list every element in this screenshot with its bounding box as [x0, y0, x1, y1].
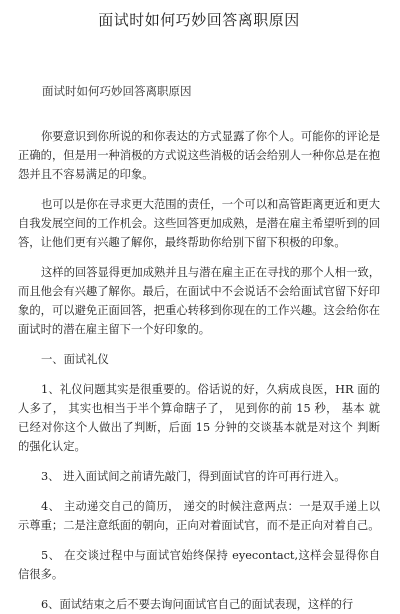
document-title: 面试时如何巧妙回答离职原因: [98, 11, 300, 29]
paragraph: 4、 主动递交自己的简历， 递交的时候注意两点：一是双手递上以示尊重；二是注意纸面的朝向，正向对着面试官，而不是正向对着自己。: [18, 500, 380, 532]
paragraph: 1、礼仪问题其实是很重要的。俗话说的好，久病成良医，HR 面的人多了， 其实也相当于半个算命瞎子了， 见到你的前 15 秒， 基本 就已经对你这个人做出了判断，后面 15 分钟的交谈基本就是对这个 判断的强化认定。: [18, 383, 380, 453]
paragraph: 3、 进入面试间之前请先敲门，得到面试官的许可再行进入。: [41, 470, 346, 483]
paragraph: 6、面试结束之后不要去询问面试官自己的面试表现，这样的行: [41, 598, 354, 611]
paragraph: 这样的回答显得更加成熟并且与潜在雇主正在寻找的那个人相一致，而且他会有兴趣了解你。最后，在面试中不会说话不会给面试官留下好印象的，可以避免正面回答，把重心转移到你现在的工作兴趣。这会给你在面试时的潜在雇主留下一个好印象的。: [18, 266, 380, 336]
paragraph: 5、 在交谈过程中与面试官始终保持 eyecontact,这样会显得你自信很多。: [18, 549, 380, 581]
paragraph: 你要意识到你所说的和你表达的方式显露了你个人。可能你的评论是正确的，但是用一种消极的方式说这些消极的话会给别人一种你总是在抱怨并且不容易满足的印象。: [18, 130, 380, 181]
section-heading: 一、面试礼仪: [41, 353, 109, 366]
document-subtitle: 面试时如何巧妙回答离职原因: [42, 84, 192, 98]
paragraph: 也可以是你在寻求更大范围的责任，一个可以和高管距离更近和更大自我发展空间的工作机会。这些回答更加成熟，是潜在雇主希望听到的回答，让他们更有兴趣了解你，最终帮助你给别下留下积极的印象。: [18, 198, 380, 249]
document-body: [18, 127, 380, 614]
